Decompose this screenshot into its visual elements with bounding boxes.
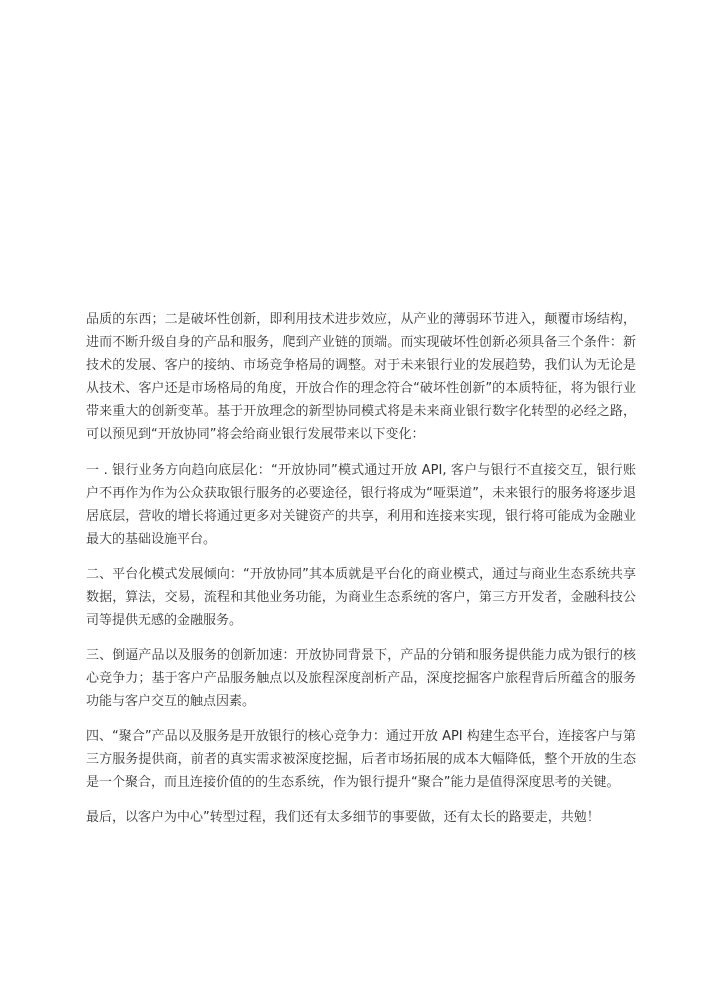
paragraph-point-3: 三、倒逼产品以及服务的创新加速：开放协同背景下，产品的分销和服务提供能力成为银行的核心竞争力；基于客户产品服务触点以及旅程深度剖析产品，深度挖掘客户旅程背后所蕴含的服务功能与客户交互的触点因素。 xyxy=(86,648,636,709)
document-body xyxy=(86,308,636,841)
paragraph-point-4: 四、“聚合”产品以及服务是开放银行的核心竞争力：通过开放 API 构建生态平台，连接客户与第三方服务提供商，前者的真实需求被深度挖掘，后者市场拓展的成本大幅降低，整个开放的生态是一个聚合，而且连接价值的的生态系统，作为银行提升“聚合”能力是值得深度思考的关键。 xyxy=(86,729,636,790)
paragraph-point-1: 一 . 银行业务方向趋向底层化：“开放协同”模式通过开放 API, 客户与银行不直接交互，银行账户不再作为作为公众获取银行服务的必要途径，银行将成为“哑渠道”，未来银行的服务将逐步退居底层，营收的增长将通过更多对关键资产的共享，利用和连接来实现，银行将可能成为金融业最大的基础设施平台。 xyxy=(86,463,636,547)
paragraph-conclusion: 最后，以客户为中心”转型过程，我们还有太多细节的事要做，还有太长的路要走，共勉！ xyxy=(86,810,600,825)
paragraph-intro: 品质的东西；二是破坏性创新，即利用技术进步效应，从产业的薄弱环节进入，颠覆市场结构，进而不断升级自身的产品和服务，爬到产业链的顶端。而实现破坏性创新必须具备三个条件：新技术的发展、客户的接纳、市场竞争格局的调整。对于未来银行业的发展趋势，我们认为无论是从技术、客户还是市场格局的角度，开放合作的理念符合“破坏性创新”的本质特征，将为银行业带来重大的创新变革。基于开放理念的新型协同模式将是未来商业银行数字化转型的必经之路，可以预见到“开放协同”将会给商业银行发展带来以下变化： xyxy=(86,312,636,442)
paragraph-point-2: 二、平台化模式发展倾向：“开放协同”其本质就是平台化的商业模式，通过与商业生态系统共享数据，算法，交易，流程和其他业务功能，为商业生态系统的客户，第三方开发者，金融科技公司等提供无感的金融服务。 xyxy=(86,567,636,628)
